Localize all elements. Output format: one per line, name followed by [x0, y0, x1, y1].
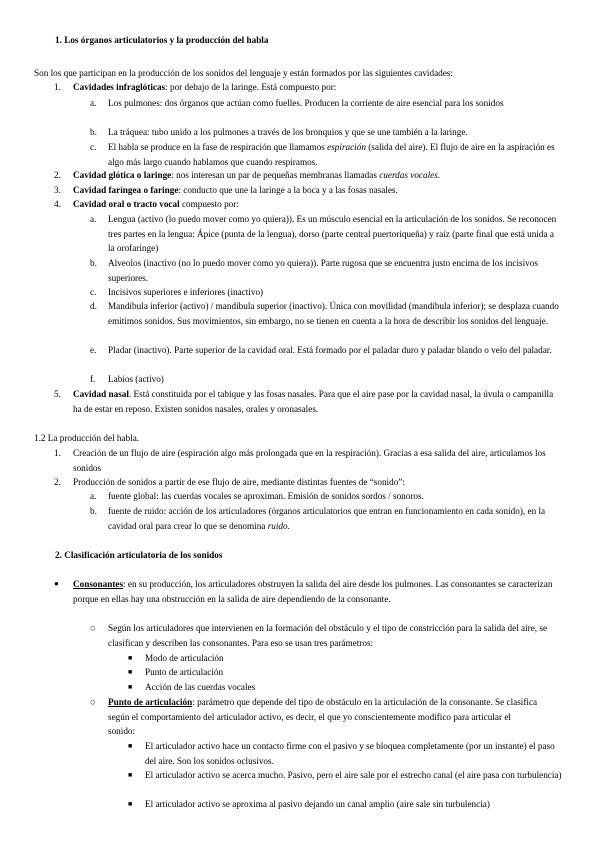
sub-item: Incisivos superiores e inferiores (inactivo): [108, 287, 264, 297]
square-bullet: ■: [128, 668, 133, 676]
list-number: 1.: [54, 82, 61, 92]
sub-letter: a.: [90, 98, 97, 108]
list-item-cavidad-glotica: Cavidad glótica o laringe: nos interesan un par de pequeñas membranas llamadas cuerdas vocales.: [73, 170, 441, 180]
list-item-cavidad-nasal: Cavidad nasal. Está constituida por el tabique y las fosas nasales. Para que el aire pase por la cavidad nasal, la úvula o campanilla ha de estar en reposo. Existen sonidos nasales, orales y oronasales.: [73, 389, 554, 414]
list-item-cavidad-oral: Cavidad oral o tracto vocal compuesto por:: [73, 199, 239, 209]
list-number: 5.: [54, 389, 61, 399]
sub-letter: b.: [90, 127, 97, 137]
list-number: 3.: [54, 185, 61, 195]
parameter-item: Acción de las cuerdas vocales: [145, 682, 256, 692]
sub-letter: b.: [90, 506, 97, 516]
parameter-item: Punto de articulación: [145, 667, 224, 677]
square-bullet: ■: [128, 683, 133, 691]
circle-bullet: ○: [90, 623, 96, 633]
list-item-cavidad-faringea: Cavidad faríngea o faringe: conducto que une la laringe a la boca y a las fosas nasales.: [73, 185, 398, 195]
sub-item: Los pulmones: dos órganos que actúan como fuelles. Producen la corriente de aire esencial para los sonidos: [108, 98, 504, 108]
sub-item: El habla se produce en la fase de respiración que llamamos espiración (salida del aire). El flujo de aire en la aspiración es algo más largo cuando hablamos que cuando respiramos.: [108, 142, 555, 167]
list-number: 2.: [54, 477, 61, 487]
sub-item: Mandíbula inferior (activo) / mandíbula superior (inactivo). Única con movilidad (mandíbula inferior); se desplaza cuando emitimos sonidos. Sus movimientos, sin embargo, no se tienen en cuenta a la hora de describir los sonidos del lenguaje.: [108, 301, 559, 326]
section-1-intro: Son los que participan en la producción de los sonidos del lenguaje y están formados por las siguientes cavidades:: [34, 68, 453, 78]
square-bullet: ■: [128, 771, 133, 779]
square-bullet: ■: [128, 742, 133, 750]
sub-item: La tráquea: tubo unido a los pulmones a través de los bronquios y que se une también a la laringe.: [108, 127, 468, 137]
sub-letter: c.: [90, 287, 97, 297]
section-1-2-heading: 1.2 La producción del habla.: [34, 433, 140, 443]
articulator-item: El articulador activo se aproxima al pasivo dejando un canal amplio (aire sale sin turbulencia): [145, 799, 490, 809]
sub-letter: f.: [90, 374, 96, 384]
articulator-item: El articulador activo hace un contacto firme con el pasivo y se bloquea completamente (por un instante) el paso del aire. Son los sonidos oclusivos.: [145, 741, 555, 766]
sub-item: fuente global: las cuerdas vocales se aproximan. Emisión de sonidos sordos / sonoros.: [108, 491, 424, 501]
sub-letter: b.: [90, 258, 97, 268]
bullet-dot: ●: [54, 579, 59, 588]
sub-item: Alveolos (inactivo (no lo puedo mover como yo quiera)). Parte rugosa que se encuentra justo encima de los incisivos superiores.: [108, 258, 538, 283]
sub-item: Labios (activo): [108, 374, 164, 384]
sub-letter: c.: [90, 142, 97, 152]
parameter-item: Modo de articulación: [145, 653, 224, 663]
sub-letter: d.: [90, 301, 97, 311]
sub-item: Según los articuladores que intervienen en la formación del obstáculo y el tipo de constricción para la salida del aire, se clasifican y describen las consonantes. Para eso se usan tres parámetros:: [108, 623, 548, 648]
circle-bullet: ○: [90, 697, 96, 707]
list-item: Creación de un flujo de aire (espiración algo más prolongada que en la respiración). Gracias a esa salida del aire, articulamos los sonidos: [73, 448, 546, 473]
sub-item-punto-articulacion: Punto de articulación: parámetro que depende del tipo de obstáculo en la articulación de la consonante. Se clasifica según el comportamiento del articulador activo, es decir, el que yo conscientemente modifico para articular el sonido:: [108, 697, 538, 736]
section-1-heading: 1. Los órganos articulatorios y la producción del habla: [55, 35, 269, 45]
list-number: 4.: [54, 199, 61, 209]
section-2-heading: 2. Clasificación articulatoria de los sonidos: [55, 550, 223, 560]
articulator-item: El articulador activo se acerca mucho. Pasivo, pero el aire sale por el estrecho canal (el aire pasa con turbulencia): [145, 770, 562, 780]
sub-item: fuente de ruido: acción de los articuladores (órganos articulatorios que entran en funcionamiento en cada sonido), en la cavidad oral para crear lo que se denomina ruido.: [108, 506, 546, 531]
list-item: Producción de sonidos a partir de ese flujo de aire, mediante distintas fuentes de “sonido”:: [73, 477, 405, 487]
sub-letter: a.: [90, 214, 97, 224]
square-bullet: ■: [128, 654, 133, 662]
sub-letter: e.: [90, 345, 97, 355]
sub-item: Lengua (activo (lo puedo mover como yo quiera)). Es un músculo esencial en la articulación de los sonidos. Se reconocen tres partes en la lengua: Ápice (punta de la lengua), dorso (parte central puertoriqueña) y raíz (parte final que está unida a la orofaringe): [108, 214, 557, 253]
list-item-consonantes: Consonantes: en su producción, los articuladores obstruyen la salida del aire desde los pulmones. Las consonantes se caracterizan porque en ellas hay una obstrucción en la salida de aire dependiendo de la consonante.: [73, 579, 553, 604]
term: Cavidades infraglóticas: [73, 82, 166, 92]
list-number: 1.: [54, 448, 61, 458]
sub-letter: a.: [90, 491, 97, 501]
list-item-cavidades-infragloticas: Cavidades infraglóticas: por debajo de la laringe. Está compuesto por:: [73, 82, 337, 92]
sub-item: Pladar (inactivo). Parte superior de la cavidad oral. Está formado por el paladar duro y paladar blando o velo del paladar.: [108, 345, 552, 355]
list-number: 2.: [54, 170, 61, 180]
square-bullet: ■: [128, 800, 133, 808]
